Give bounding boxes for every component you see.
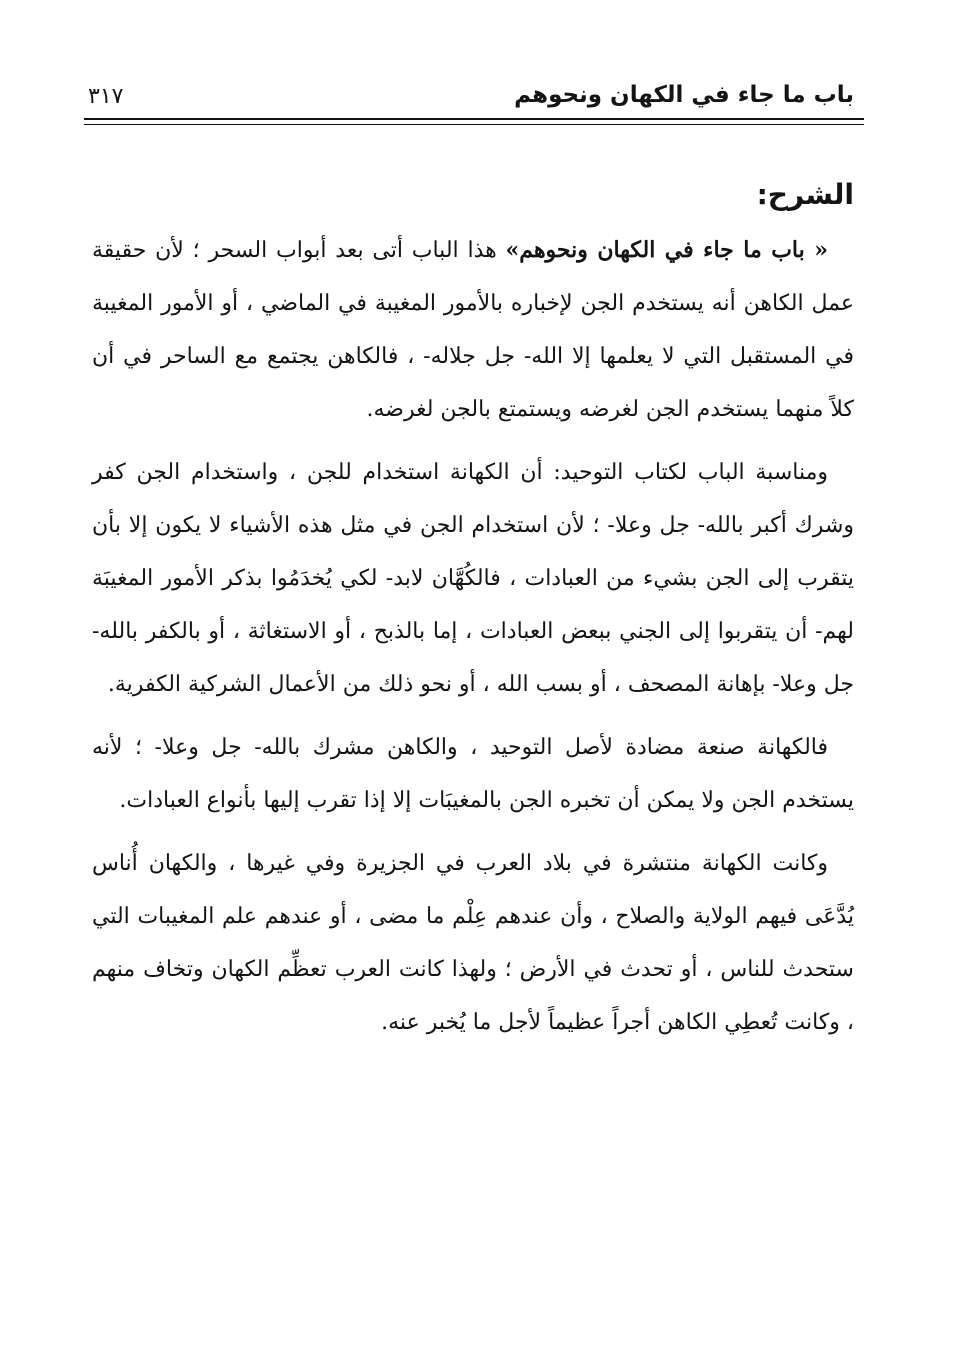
paragraph-1 xyxy=(92,224,854,436)
chapter-title-quote: « باب ما جاء في الكهان ونحوهم» xyxy=(505,237,828,263)
page-body xyxy=(92,170,854,1049)
header-rule xyxy=(84,118,864,120)
section-heading: الشرح: xyxy=(756,178,854,211)
paragraph-1-text: هذا الباب أتى بعد أبواب السحر ؛ لأن حقيقة عمل الكاهن أنه يستخدم الجن لإخباره بالأمور المغيبة في الماضي ، أو الأمور المغيبة في المستقبل التي لا يعلمها إلا الله- جل جلاله- ، فالكاهن يجتمع مع الساحر في أن كلاً منهما يستخدم الجن لغرضه ويستمتع بالجن لغرضه. xyxy=(92,238,854,422)
paragraph-4: وكانت الكهانة منتشرة في بلاد العرب في الجزيرة وفي غيرها ، والكهان أُناس يُدَّعَى فيهم الولاية والصلاح ، وأن عندهم عِلْم ما مضى ، أو عندهم علم المغيبات التي ستحدث للناس ، أو تحدث في الأرض ؛ ولهذا كانت العرب تعظِّم الكهان وتخاف منهم ، وكانت تُعطِي الكاهن أجراً عظيماً لأجل ما يُخبر عنه. xyxy=(92,851,854,1035)
header-rule-thin xyxy=(84,124,864,125)
running-header-title: باب ما جاء في الكهان ونحوهم xyxy=(514,82,854,108)
paragraph-2: ومناسبة الباب لكتاب التوحيد: أن الكهانة استخدام للجن ، واستخدام الجن كفر وشرك أكبر بالله- جل وعلا- ؛ لأن استخدام الجن في مثل هذه الأشياء لا يكون إلا بأن يتقرب إلى الجن بشيء من العبادات ، فالكُهَّان لابد- لكي يُخدَمُوا بذكر الأمور المغيبَة لهم- أن يتقربوا إلى الجني ببعض العبادات ، إما بالذبح ، أو الاستغاثة ، أو بالكفر بالله- جل وعلا- بإهانة المصحف ، أو بسب الله ، أو نحو ذلك من الأعمال الشركية الكفرية. xyxy=(92,460,854,697)
page-number: ٣١٧ xyxy=(88,84,124,109)
paragraph-3: فالكهانة صنعة مضادة لأصل التوحيد ، والكاهن مشرك بالله- جل وعلا- ؛ لأنه يستخدم الجن ولا يمكن أن تخبره الجن بالمغيبَات إلا إذا تقرب إليها بأنواع العبادات. xyxy=(92,735,854,813)
